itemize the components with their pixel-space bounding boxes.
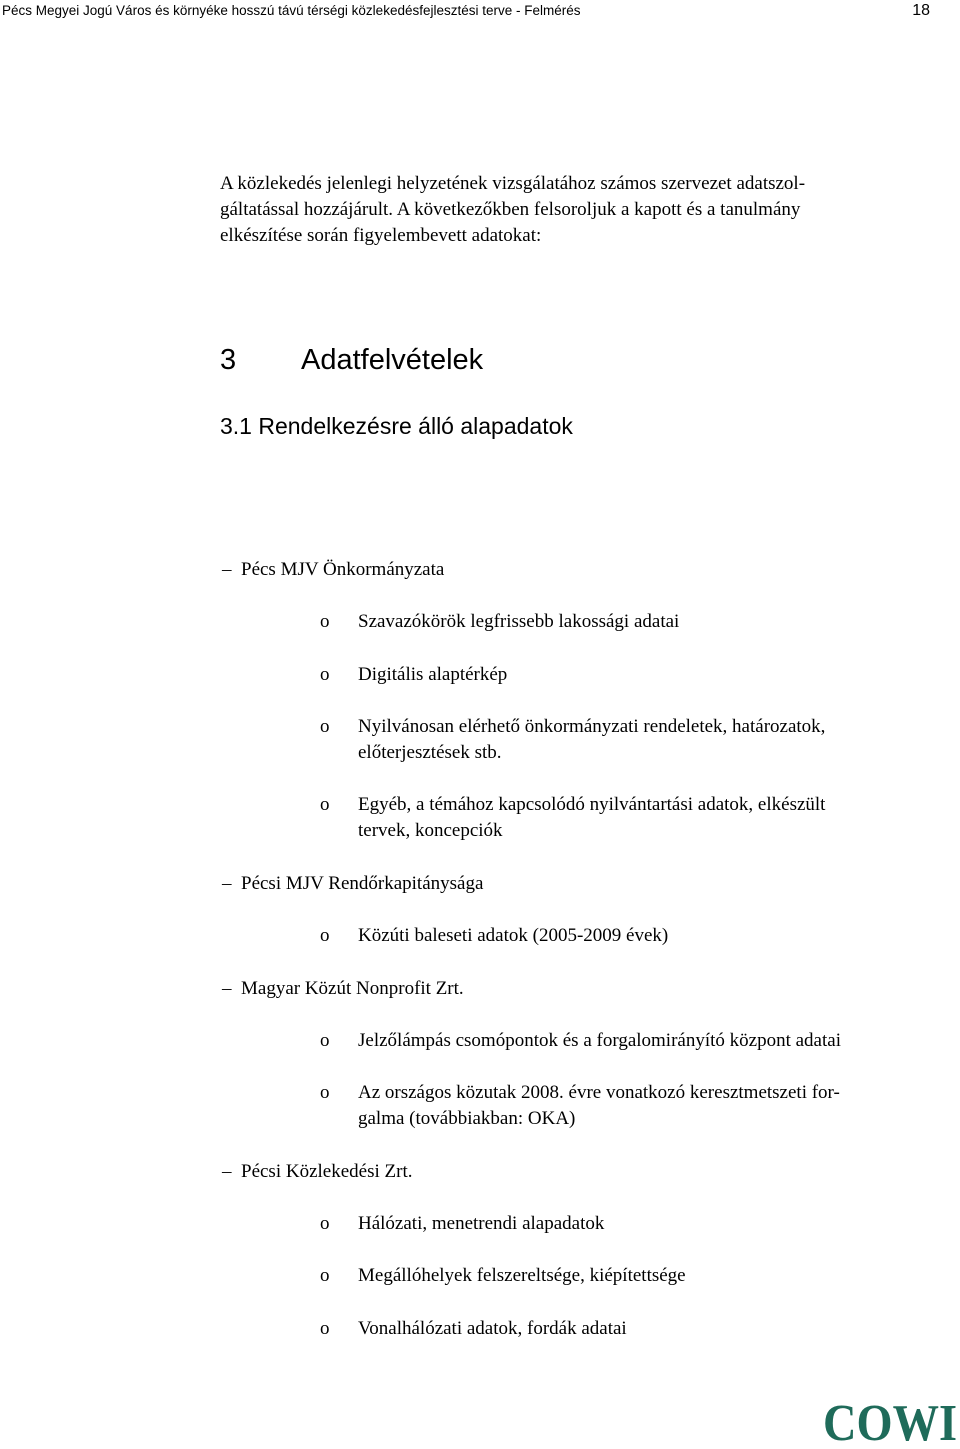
page-header: [0, 0, 960, 26]
dash-bullet: –: [222, 1161, 232, 1182]
list-item-text: Szavazókörök legfrissebb lakossági adatai: [358, 611, 680, 632]
circle-bullet: o: [320, 925, 330, 946]
section-title: Adatfelvételek: [301, 344, 484, 376]
header-title: Pécs Megyei Jogú Város és környéke hosszú távú térségi közlekedésfejlesztési terve - Felmérés: [2, 3, 581, 18]
circle-bullet: o: [320, 611, 330, 632]
circle-bullet: o: [320, 716, 330, 737]
list-group-title: [222, 976, 464, 1002]
list-item-text: Hálózati, menetrendi alapadatok: [358, 1213, 605, 1234]
circle-bullet: o: [320, 1082, 330, 1103]
list-group-title: [222, 871, 483, 897]
circle-bullet: o: [320, 664, 330, 685]
circle-bullet: o: [320, 1265, 330, 1286]
logo-text: COWI: [823, 1395, 957, 1449]
list-group-title: [222, 1159, 412, 1185]
list-item-text: Jelzőlámpás csomópontok és a forgalomirányító központ adatai: [358, 1030, 841, 1051]
circle-bullet: o: [320, 794, 330, 815]
page-number: 18: [912, 2, 930, 19]
circle-bullet: o: [320, 1030, 330, 1051]
intro-line: gáltatással hozzájárult. A következőkben felsoroljuk a kapott és a tanulmány: [220, 199, 801, 220]
dash-bullet: –: [222, 873, 232, 894]
list-item-text: galma (továbbiakban: OKA): [358, 1108, 576, 1129]
dash-bullet: –: [222, 978, 232, 999]
list-item-text: Egyéb, a témához kapcsolódó nyilvántartási adatok, elkészült: [358, 794, 826, 815]
list-item-text: Nyilvánosan elérhető önkormányzati rendeletek, határozatok,: [358, 716, 826, 737]
circle-bullet: o: [320, 1213, 330, 1234]
list-item-text: Vonalhálózati adatok, fordák adatai: [358, 1318, 627, 1339]
cowi-logo: [822, 1395, 958, 1449]
section-heading: [220, 344, 483, 377]
group-title: Magyar Közút Nonprofit Zrt.: [241, 978, 464, 999]
list-item-text: Megállóhelyek felszereltsége, kiépítettsége: [358, 1265, 686, 1286]
list-item-text: előterjesztések stb.: [358, 742, 502, 763]
list-item-text: Digitális alaptérkép: [358, 664, 508, 685]
list-item-text: tervek, koncepciók: [358, 820, 503, 841]
section-number: 3: [220, 344, 237, 376]
dash-bullet: –: [222, 559, 232, 580]
list-group-title: [222, 557, 444, 583]
intro-line: elkészítése során figyelembevett adatokat:: [220, 225, 542, 246]
group-title: Pécsi MJV Rendőrkapitánysága: [241, 873, 484, 894]
list-item-text: Az országos közutak 2008. évre vonatkozó keresztmetszeti for-: [358, 1082, 840, 1103]
intro-line: A közlekedés jelenlegi helyzetének vizsgálatához számos szervezet adatszol-: [220, 173, 806, 194]
circle-bullet: o: [320, 1318, 330, 1339]
group-title: Pécs MJV Önkormányzata: [241, 559, 445, 580]
group-title: Pécsi Közlekedési Zrt.: [241, 1161, 413, 1182]
intro-paragraph: [220, 171, 920, 249]
subsection-heading: 3.1 Rendelkezésre álló alapadatok: [220, 413, 573, 439]
list-item-text: Közúti baleseti adatok (2005-2009 évek): [358, 925, 669, 946]
